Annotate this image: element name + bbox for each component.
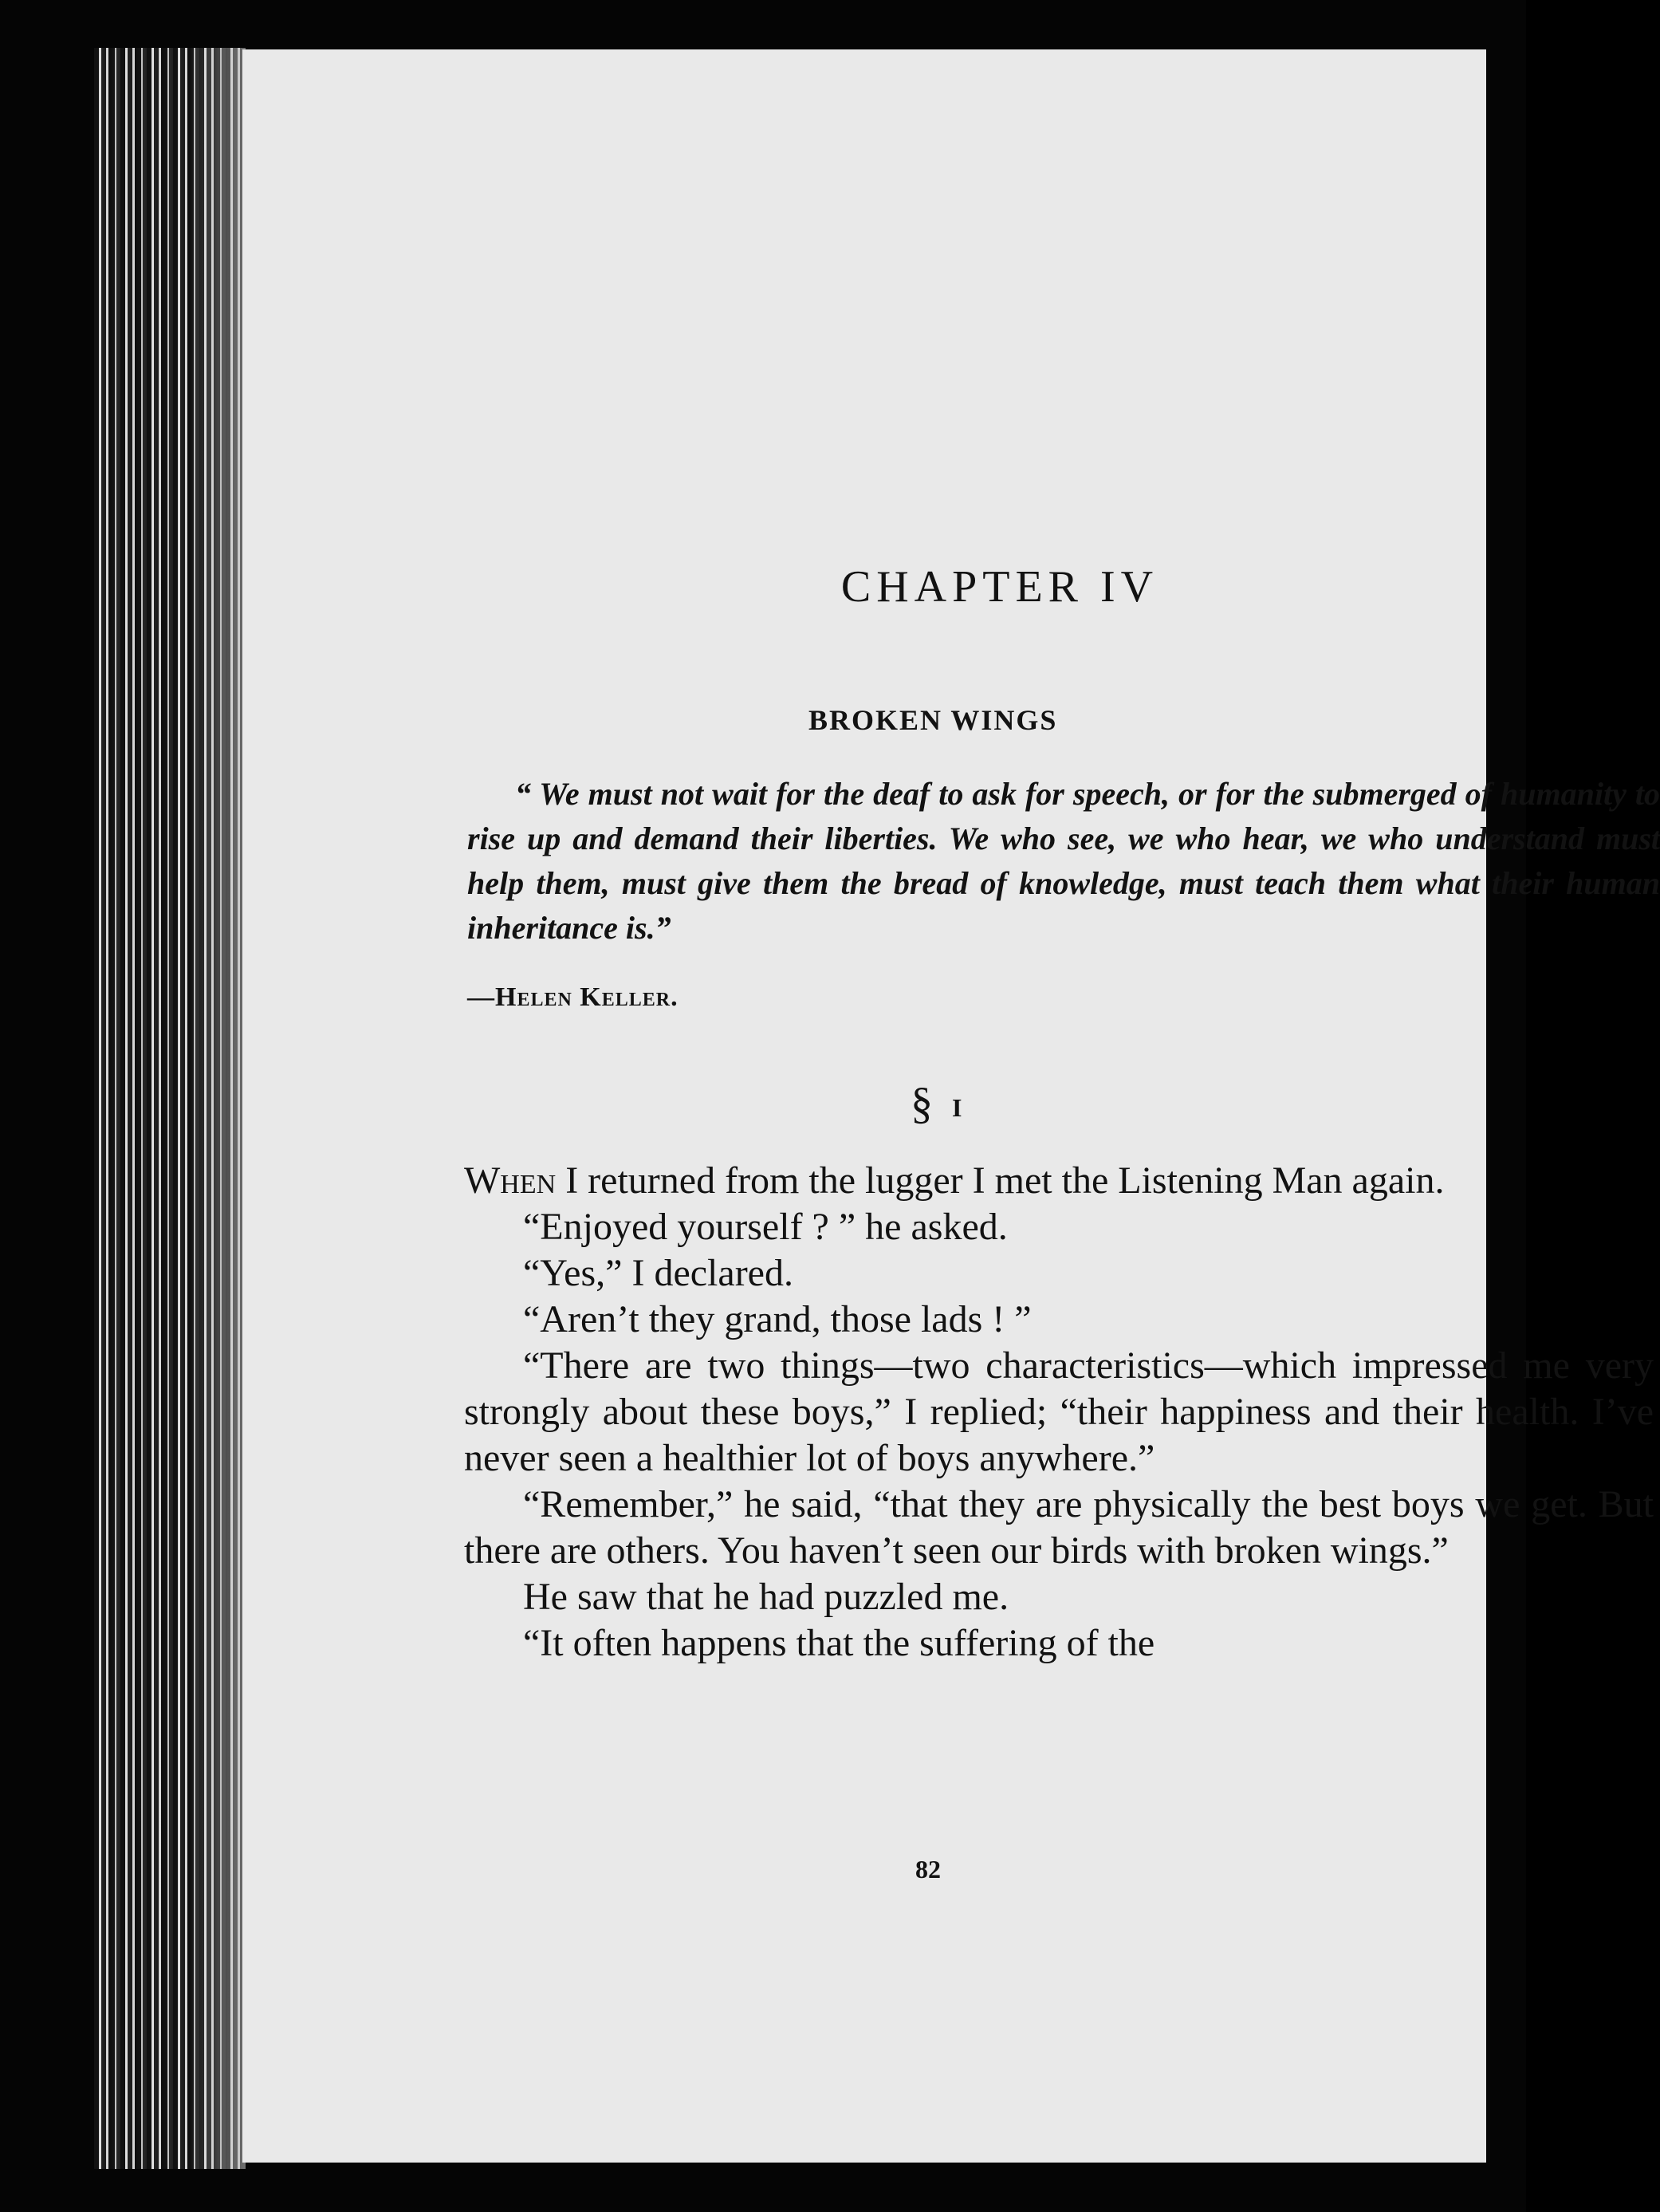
epigraph-text: “ We must not wait for the deaf to ask for speech, or for the submerged of humanity to rise up and demand their liberties. We who see, we who hear, we who understand must help them, must give them the bread of knowledge, must teach them what their human inheritance is.” xyxy=(467,776,1660,946)
paragraph-text: I returned from the lugger I met the Listening Man again. xyxy=(556,1159,1445,1202)
section-heading xyxy=(911,1078,962,1129)
paragraph-lead-word: When xyxy=(464,1159,557,1202)
page-number: 82 xyxy=(915,1855,941,1883)
epigraph xyxy=(467,772,1660,951)
section-symbol: § xyxy=(911,1079,933,1128)
paragraph: “Remember,” he said, “that they are physically the best boys we get. But there are others. You haven’t seen our birds with broken wings.” xyxy=(464,1483,1654,1572)
paragraph: “Aren’t they grand, those lads ! ” xyxy=(523,1298,1032,1340)
chapter-subtitle: BROKEN WINGS xyxy=(808,704,1058,736)
paragraph: “Yes,” I declared. xyxy=(523,1252,793,1294)
paragraph: “It often happens that the suffering of the xyxy=(523,1622,1155,1664)
chapter-title-text: CHAPTER IV xyxy=(840,562,1159,612)
book-page-edges xyxy=(94,48,246,2169)
paragraph: “There are two things—two characteristics—which impressed me very strongly about these boys,” I replied; “their happiness and their health. I’ve never seen a healthier lot of boys anywhere.” xyxy=(464,1344,1654,1479)
paragraph: He saw that he had puzzled me. xyxy=(523,1576,1009,1618)
paragraph xyxy=(464,1158,1654,1204)
chapter-title xyxy=(242,561,1486,612)
book-page xyxy=(242,49,1660,2163)
section-number: I xyxy=(952,1092,962,1122)
body-text xyxy=(464,1158,1654,1667)
epigraph-attribution: —Helen Keller. xyxy=(467,982,679,1012)
paragraph: “Enjoyed yourself ? ” he asked. xyxy=(523,1206,1008,1248)
